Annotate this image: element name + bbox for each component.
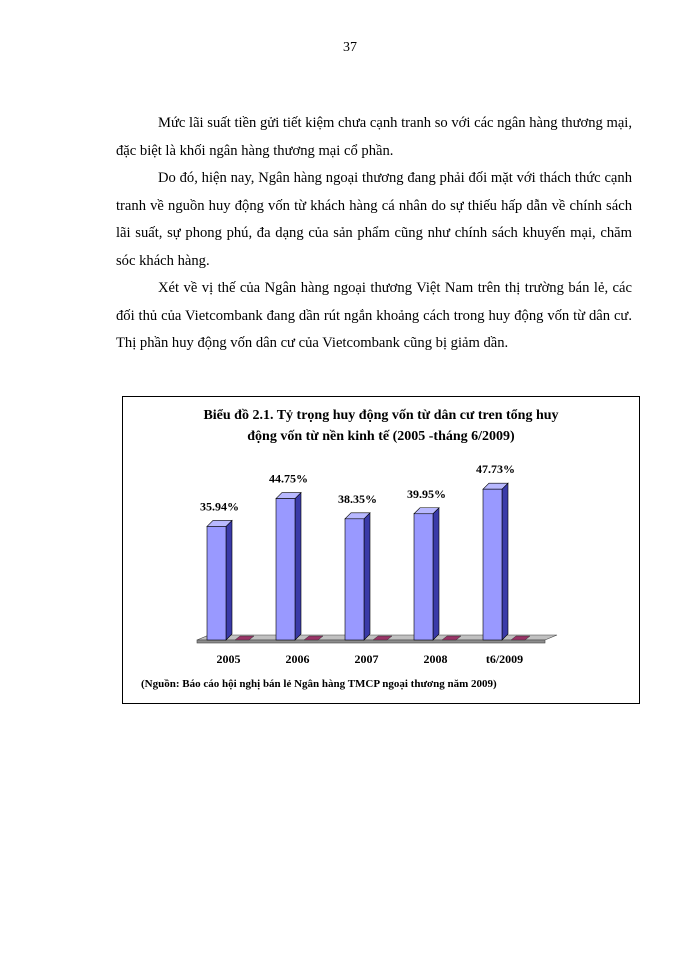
category-label: 2006	[285, 652, 310, 666]
paragraph: Mức lãi suất tiền gửi tiết kiệm chưa cạnh tranh so với các ngân hàng thương mại, đặc biệt là khối ngân hàng thương mại cổ phần.	[116, 115, 632, 159]
bar-side	[226, 520, 232, 640]
chart-source: (Nguồn: Báo cáo hội nghị bán lẻ Ngân hàng TMCP ngoại thương năm 2009)	[141, 678, 497, 690]
bar	[207, 526, 226, 640]
bar	[414, 514, 433, 640]
category-label: 2005	[216, 652, 241, 666]
chart-title-line-2: động vốn từ nền kinh tế (2005 -tháng 6/2009)	[247, 429, 515, 444]
bar-side	[364, 513, 370, 640]
bar-side	[502, 483, 508, 640]
bar	[483, 489, 502, 640]
body-text	[116, 110, 632, 358]
bar-chart	[123, 397, 639, 703]
category-label: 2007	[354, 652, 379, 666]
category-label: t6/2009	[485, 652, 524, 666]
data-label: 35.94%	[200, 499, 239, 514]
chart-title-line-1: Biểu đồ 2.1. Tỷ trọng huy động vốn từ dân cư tren tổng huy	[203, 408, 559, 423]
paragraph: Xét về vị thế của Ngân hàng ngoại thương Việt Nam trên thị trường bán lẻ, các đối thủ của Vietcombank đang dần rút ngắn khoảng cách trong huy động vốn từ dân cư. Thị phần huy động vốn dân cư của Vietcombank cũng bị giảm dần.	[116, 280, 632, 351]
bar	[276, 499, 295, 640]
data-label: 39.95%	[407, 486, 446, 501]
bar-side	[433, 508, 439, 640]
data-label: 47.73%	[476, 462, 515, 477]
bar	[345, 519, 364, 640]
chart-frame	[122, 396, 640, 704]
data-label: 38.35%	[338, 491, 377, 506]
chart-floor-front	[197, 640, 545, 643]
page-number: 37	[343, 40, 357, 55]
bar-side	[295, 493, 301, 640]
category-label: 2008	[423, 652, 448, 666]
paragraph: Do đó, hiện nay, Ngân hàng ngoại thương đang phải đối mặt với thách thức cạnh tranh về nguồn huy động vốn từ khách hàng cá nhân do sự thiếu hấp dẫn về chính sách lãi suất, sự phong phú, đa dạng của sản phẩm cũng như chính sách khuyến mại, chăm sóc khách hàng.	[116, 170, 632, 269]
data-label: 44.75%	[269, 471, 308, 486]
